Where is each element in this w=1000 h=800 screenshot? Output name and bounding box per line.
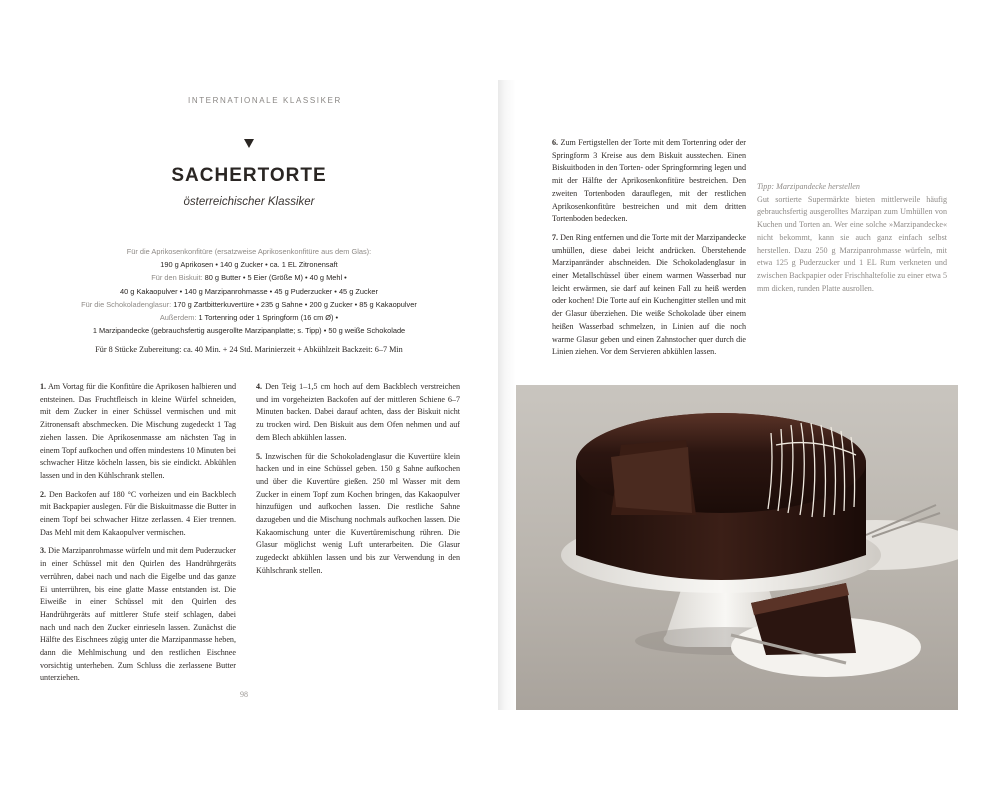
text-column-3 bbox=[552, 137, 746, 365]
section-label: INTERNATIONALE KLASSIKER bbox=[188, 96, 342, 105]
step-number: 3. bbox=[40, 546, 47, 556]
cake-cut-face bbox=[611, 447, 692, 513]
ingredient-line bbox=[40, 245, 458, 258]
tip-box bbox=[757, 181, 947, 295]
step bbox=[40, 489, 236, 540]
step-text: Den Teig 1–1,5 cm hoch auf dem Backblech verstreichen und im vorgeheizten Backofen auf der mittleren Schiene 6–7 Minuten backen. Dabei darauf achten, dass der Biskuit nicht zu trocken wird. Den Biskuit aus dem Ofen nehmen und auf dem Blech abkühlen lassen. bbox=[256, 382, 460, 442]
tip-text: Gut sortierte Supermärkte bieten mittlerweile häufig gebrauchsfertig ausgerolltes Marzipan zum Umhüllen von Kuchen und Torten an. Wer eine solche »Marzipandecke« nicht bekommt, kann sie auch ganz einfach selbst herstellen. Dazu 250 g Marzipanrohmasse würfeln, mit etwa 125 g Puderzucker und 1 EL Rum verkneten und zwischen Backpapier oder Frischhaltefolie zu einer etwa 5 mm dicken, runden Platte ausrollen. bbox=[757, 194, 947, 293]
step-number: 7. bbox=[552, 232, 559, 242]
step bbox=[552, 137, 746, 226]
step-number: 1. bbox=[40, 382, 47, 391]
step-number: 2. bbox=[40, 489, 47, 499]
text-column-1 bbox=[40, 381, 236, 691]
sachertorte-illustration bbox=[516, 385, 958, 710]
ingredient-items: 1 Marzipandecke (gebrauchsfertig ausgerollte Marzipanplatte; s. Tipp) • 50 g weiße Schokolade bbox=[92, 326, 406, 336]
step bbox=[552, 232, 746, 359]
step bbox=[40, 545, 236, 685]
ingredient-items: 170 g Zartbitterkuvertüre • 235 g Sahne • 200 g Zucker • 85 g Kakaopulver bbox=[173, 299, 417, 309]
step bbox=[256, 451, 460, 578]
ingredient-items: 1 Tortenring oder 1 Springform (16 cm Ø) • bbox=[198, 313, 339, 323]
step-number: 5. bbox=[256, 451, 263, 461]
step-text: Die Marzipanrohmasse würfeln und mit dem Puderzucker in einer Schüssel mit den Quirlen des Handrührgeräts verrühren, dabei nach und nach die Eigelbe und das ganze Ei unterrühren, bis eine glatte Masse entstanden ist. Die Eiweiße in einer Schüssel mit den Quirlen des Handrührgeräts auf mittlerer Stufe steif schlagen, dabei nach und nach den Zucker einrieseln lassen. Zunächst die Hälfte des Eischnees zügig unter die Marzipanmasse heben, dann die Mehlmischung und den restlichen Eischnee vorsichtig unterheben. Zum Schluss die zerlassene Butter unterziehen. bbox=[40, 546, 237, 683]
ingredient-line bbox=[40, 298, 458, 311]
ingredient-line bbox=[40, 258, 458, 271]
triangle-down-icon bbox=[244, 139, 254, 148]
step-text: Zum Fertigstellen der Torte mit dem Tortenring oder der Springform 3 Kreise aus dem Biskuit ausstechen. Einen Biskuitboden in den Torten- oder Springformring legen und mit der Hälfte der Aprikosenkonfitüre bestreichen. Den zweiten Tortenboden darauflegen, mit der restlichen Aprikosenkonfitüre bestreichen und mit dem dritten Tortenboden bedecken. bbox=[552, 138, 746, 224]
ingredient-items: 190 g Aprikosen • 140 g Zucker • ca. 1 EL Zitronensaft bbox=[160, 260, 338, 270]
ingredient-group: Für die Aprikosenkonfitüre (ersatzweise Aprikosenkonfitüre aus dem Glas): bbox=[126, 247, 372, 256]
cake-photo bbox=[516, 385, 958, 710]
recipe-title: SACHERTORTE bbox=[171, 165, 327, 186]
step-text: Am Vortag für die Konfitüre die Aprikosen halbieren und entsteinen. Das Fruchtfleisch in kleine Würfel schneiden, mit dem Zucker in einer Schüssel vermischen und mit Zitronensaft abschmecken. Die Mischung zugedeckt 1 Tag ziehen lassen. Die Aprikosenmasse am nächsten Tag in einem Topf aufkochen und offen mindestens 10 Minuten bei schwacher Hitze köcheln lassen, bis sie eindickt. Abkühlen lassen und in den Kühlschrank stellen. bbox=[40, 382, 236, 480]
ingredient-items: 80 g Butter • 5 Eier (Größe M) • 40 g Mehl • bbox=[204, 273, 347, 283]
text-column-2 bbox=[256, 381, 460, 584]
ingredient-line bbox=[40, 311, 458, 324]
step bbox=[256, 381, 460, 445]
ingredient-group: Für den Biskuit: bbox=[151, 273, 203, 283]
recipe-meta: Für 8 Stücke Zubereitung: ca. 40 Min. + 24 Std. Marinierzeit + Abkühlzeit Backzeit: 6–7 Min bbox=[95, 345, 403, 354]
step-number: 4. bbox=[256, 382, 263, 391]
ingredient-line bbox=[40, 285, 458, 298]
step-number: 6. bbox=[552, 138, 559, 147]
ingredient-line bbox=[40, 324, 458, 337]
page-number: 98 bbox=[240, 690, 248, 699]
ingredient-items: 40 g Kakaopulver • 140 g Marzipanrohmasse • 45 g Puderzucker • 45 g Zucker bbox=[120, 286, 378, 296]
text-column-4 bbox=[757, 137, 947, 301]
tip-title: Tipp: Marzipandecke herstellen bbox=[757, 182, 860, 191]
recipe-subtitle: österreichischer Klassiker bbox=[183, 196, 315, 208]
ingredient-group: Für die Schokoladenglasur: bbox=[81, 299, 172, 309]
ingredient-list bbox=[40, 245, 458, 337]
step bbox=[40, 381, 236, 483]
step-text: Den Ring entfernen und die Torte mit der Marzipandecke umhüllen, diese dabei leicht andrücken. Überstehende Marzipanränder abschneiden. Die Schokoladenglasur in einer Metallschüssel über einem warmen Wasserbad nur leicht erwärmen, sie darf auf keinen Fall zu heiß werden oder kochen! Die Torte auf ein Kuchengitter stellen und mit der Glasur überziehen. Die weiße Schokolade über einem heißen Wasserbad schmelzen, in Linien auf die noch warme Glasur geben und einen Zahnstocher quer durch die Linien ziehen. Vor dem Servieren abkühlen lassen. bbox=[552, 232, 746, 357]
ingredient-line bbox=[40, 271, 458, 284]
ingredient-group: Außerdem: bbox=[159, 313, 197, 323]
step-text: Inzwischen für die Schokoladenglasur die Kuvertüre klein hacken und in eine Schüssel geben. 150 g Sahne aufkochen und über die Kuvertüre gießen. 250 ml Wasser mit dem Zucker in einem Topf zum Kochen bringen, das Kakaopulver hinzufügen und aufkochen lassen. Die restliche Sahne dazugeben und die Mischung nochmals aufkochen lassen. Die Kakaomischung unter die Kuvertüremischung rühren. Die Glasur möglichst wenig Luft unterarbeiten. Die Glasur zugedeckt abkühlen lassen und bis zur Verwendung in den Kühlschrank stellen. bbox=[256, 451, 460, 575]
step-text: Den Backofen auf 180 °C vorheizen und ein Backblech mit Backpapier auslegen. Für die Biskuitmasse die Butter in einem Topf bei schwacher Hitze zerlassen. 4 Eier trennen. Das Mehl mit dem Kakaopulver vermischen. bbox=[40, 489, 236, 537]
book-gutter bbox=[498, 80, 516, 710]
